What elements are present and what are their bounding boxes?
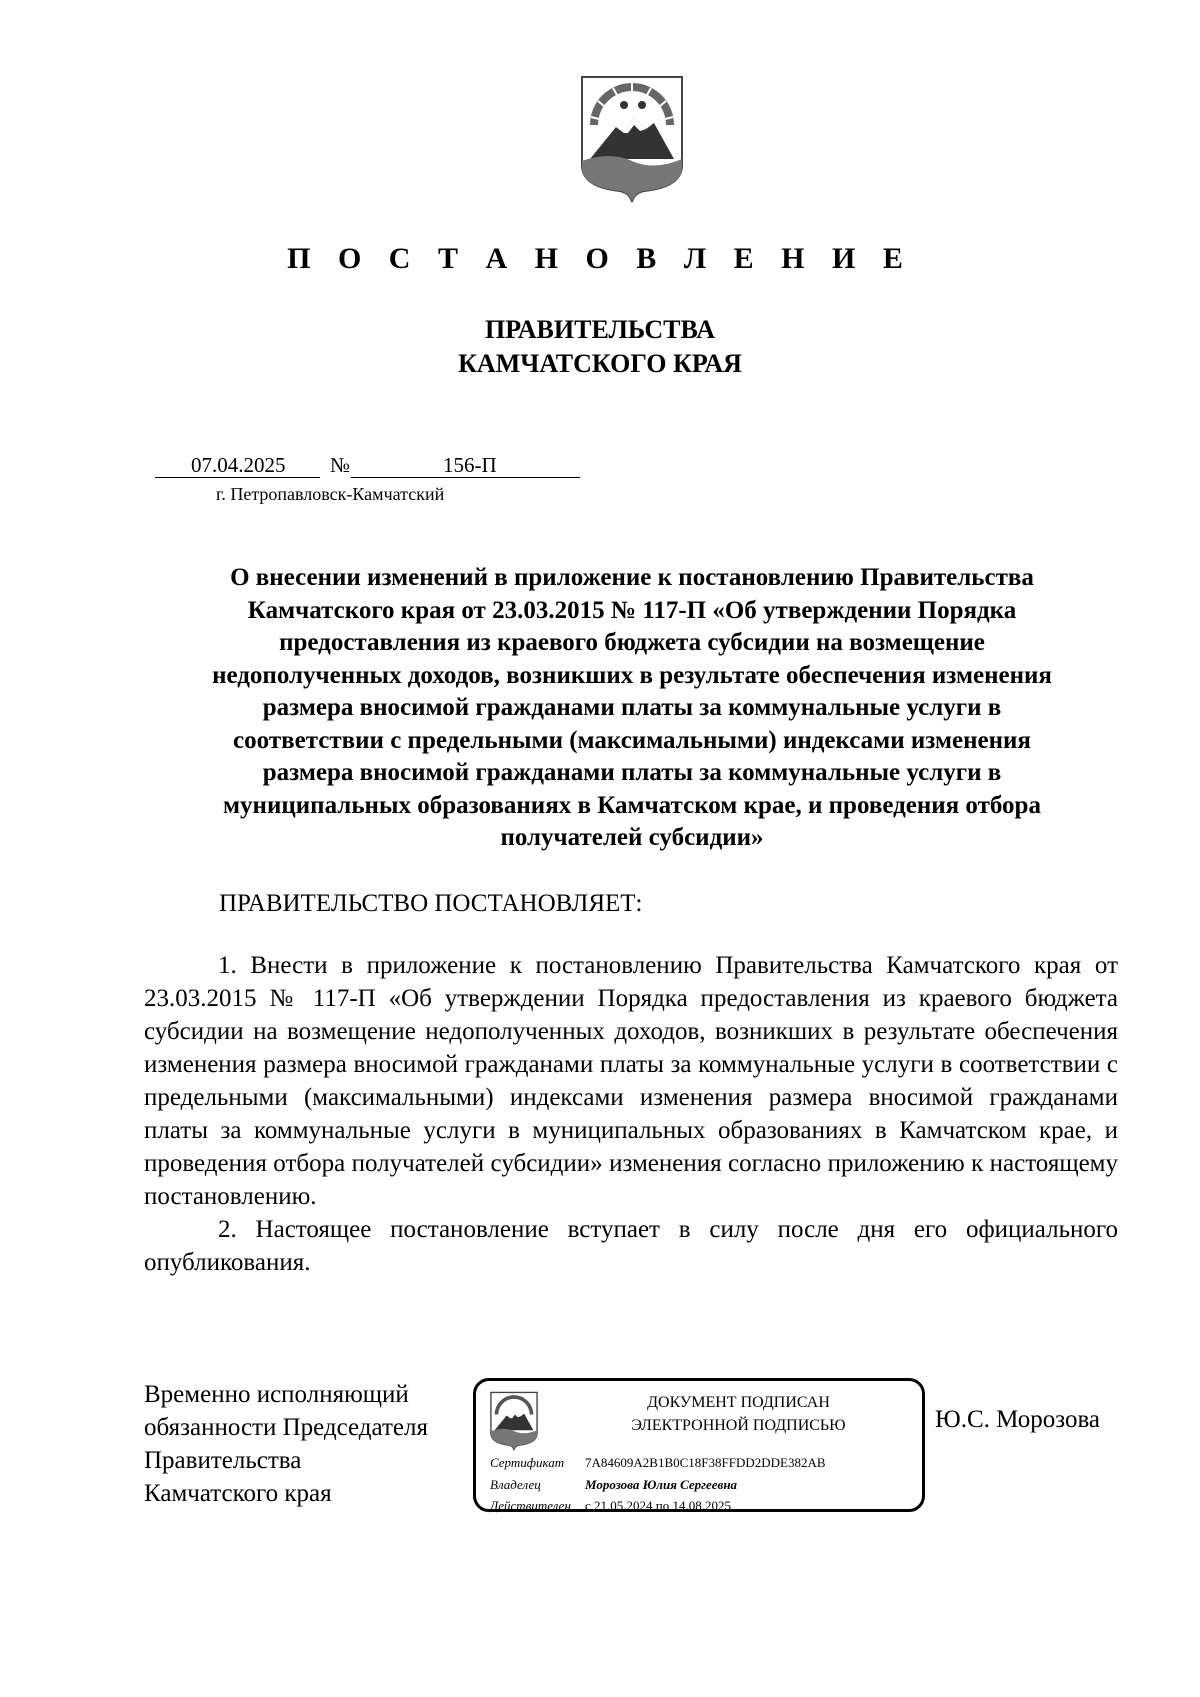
certificate-row	[490, 1455, 826, 1471]
signer-position-line: Камчатского края	[144, 1480, 332, 1507]
document-place: г. Петропавловск-Камчатский	[216, 484, 445, 504]
title-line: Камчатского края от 23.03.2015 № 117-П «Об утверждении Порядка	[247, 596, 1017, 624]
authority-line-2: КАМЧАТСКОГО КРАЯ	[458, 349, 742, 378]
document-date: 07.04.2025	[191, 453, 286, 477]
certificate-label: Сертификат	[490, 1455, 565, 1470]
signer-position-line: Временно исполняющий	[144, 1381, 409, 1408]
title-line: О внесении изменений в приложение к постановлению Правительства	[230, 564, 1034, 591]
kamchatka-coat-of-arms-icon	[580, 75, 684, 203]
electronic-signature-stamp	[473, 1378, 925, 1512]
resolves-heading: ПРАВИТЕЛЬСТВО ПОСТАНОВЛЯЕТ:	[219, 890, 643, 917]
owner-row	[490, 1477, 737, 1493]
kamchatka-coat-of-arms-icon	[490, 1391, 538, 1451]
date-number-line	[155, 452, 580, 478]
signer-position	[144, 1378, 428, 1510]
title-line: недополученных доходов, возникших в результате обеспечения изменения	[212, 661, 1052, 689]
signer-name: Ю.С. Морозова	[935, 1406, 1101, 1433]
validity-label: Действителен	[490, 1498, 571, 1513]
title-line: соответствии с предельными (максимальными) индексами изменения	[233, 726, 1031, 754]
title-line: размера вносимой гражданами платы за коммунальные услуги в	[262, 694, 1002, 721]
signature-heading-line-1: ДОКУМЕНТ ПОДПИСАН	[647, 1394, 830, 1411]
document-body	[144, 949, 1118, 1279]
title-line: размера вносимой гражданами платы за коммунальные услуги в	[262, 759, 1002, 786]
body-paragraph-1: 1. Внести в приложение к постановлению Правительства Камчатского края от 23.03.2015 № 117-П «Об утверждении Порядка предоставления из краевого бюджета субсидии на возмещение недополученных доходов, возникших в результате обеспечения изменения размера вносимой гражданами платы за коммунальные услуги в соответствии с предельными (максимальными) индексами изменения размера вносимой гражданами платы за коммунальные услуги в муниципальных образованиях в Камчатском крае, и проведения отбора получателей субсидии» изменения согласно приложению к настоящему постановлению.	[144, 952, 1118, 1210]
document-title	[140, 562, 1124, 855]
issuing-authority	[0, 313, 1200, 381]
document-number: 156-П	[443, 453, 497, 477]
title-line: получателей субсидии»	[500, 824, 764, 851]
authority-line-1: ПРАВИТЕЛЬСТВА	[485, 315, 715, 344]
title-line: муниципальных образованиях в Камчатском крае, и проведения отбора	[223, 791, 1041, 819]
certificate-value: 7A84609A2B1B0C18F38FFDD2DDE382AB	[585, 1455, 826, 1470]
owner-label: Владелец	[490, 1477, 541, 1492]
document-type-heading: П О С Т А Н О В Л Е Н И Е	[287, 242, 913, 275]
owner-value: Морозова Юлия Сергеевна	[585, 1477, 738, 1492]
signature-heading-line-2: ЭЛЕКТРОННОЙ ПОДПИСЬЮ	[631, 1417, 846, 1434]
signer-position-line: обязанности Председателя	[144, 1414, 428, 1441]
number-sign: №	[330, 453, 351, 477]
title-line: предоставления из краевого бюджета субсидии на возмещение	[279, 629, 985, 656]
body-paragraph-2: 2. Настоящее постановление вступает в силу после дня его официального опубликования.	[144, 1216, 1118, 1276]
signature-heading	[566, 1391, 911, 1437]
validity-value: с 21.05.2024 по 14.08.2025	[585, 1498, 731, 1513]
signer-position-line: Правительства	[144, 1447, 302, 1474]
validity-row	[490, 1498, 731, 1514]
